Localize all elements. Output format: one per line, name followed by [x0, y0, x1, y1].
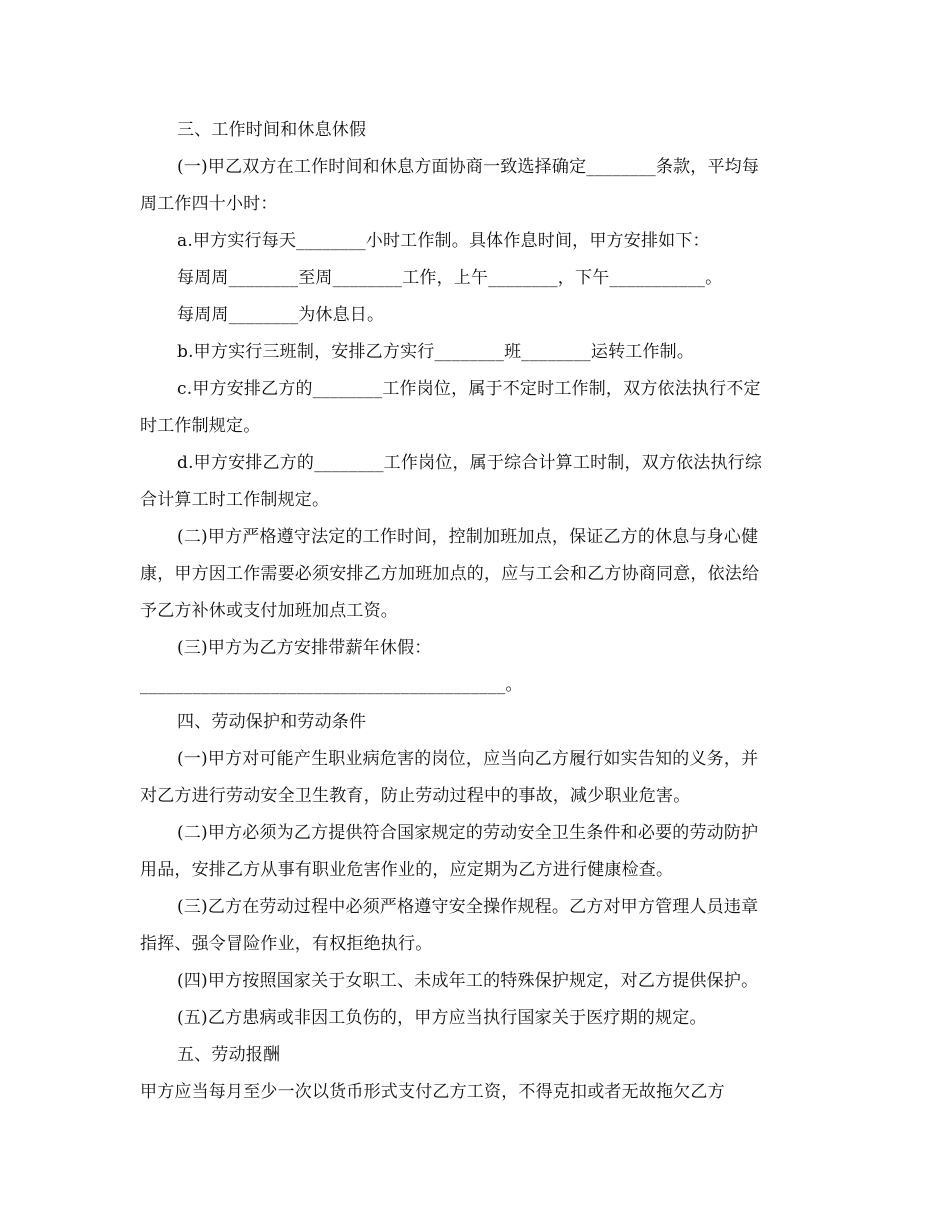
paragraph-line: 予乙方补休或支付加班加点工资。 — [140, 601, 398, 621]
paragraph-line: (五)乙方患病或非因工负伤的，甲方应当执行国家关于医疗期的规定。 — [177, 1008, 707, 1028]
paragraph-line: (三)乙方在劳动过程中必须严格遵守安全操作规程。乙方对甲方管理人员违章 — [177, 897, 759, 917]
paragraph-line: (四)甲方按照国家关于女职工、未成年工的特殊保护规定，对乙方提供保护。 — [177, 971, 759, 991]
paragraph-line: 指挥、强令冒险作业，有权拒绝执行。 — [140, 934, 433, 954]
section-heading-labor-protection: 四、劳动保护和劳动条件 — [177, 712, 367, 732]
paragraph-line: 每周周________为休息日。 — [177, 305, 385, 325]
paragraph-line: 用品，安排乙方从事有职业危害作业的，应定期为乙方进行健康检查。 — [140, 860, 674, 880]
paragraph-line: 每周周________至周________工作，上午________，下午___________。 — [177, 268, 723, 288]
paragraph-line: c.甲方安排乙方的________工作岗位，属于不定时工作制，双方依法执行不定 — [177, 379, 761, 399]
paragraph-line: 对乙方进行劳动安全卫生教育，防止劳动过程中的事故，减少职业危害。 — [140, 786, 691, 806]
paragraph-line: d.甲方安排乙方的________工作岗位，属于综合计算工时制，双方依法执行综 — [177, 453, 763, 473]
paragraph-line: 时工作制规定。 — [140, 416, 261, 436]
paragraph-line: 合计算工时工作制规定。 — [140, 490, 330, 510]
paragraph-line: (三)甲方为乙方安排带薪年休假： — [177, 638, 432, 658]
paragraph-line: 周工作四十小时： — [140, 194, 278, 214]
section-heading-remuneration: 五、劳动报酬 — [177, 1045, 281, 1065]
paragraph-line: (二)甲方必须为乙方提供符合国家规定的劳动安全卫生条件和必要的劳动防护 — [177, 823, 759, 843]
paragraph-line: (一)甲方对可能产生职业病危害的岗位，应当向乙方履行如实告知的义务，并 — [177, 749, 759, 769]
paragraph-line: b.甲方实行三班制，安排乙方实行________班________运转工作制。 — [177, 342, 695, 362]
paragraph-line: (一)甲乙双方在工作时间和休息方面协商一致选择确定________条款，平均每 — [177, 157, 760, 177]
paragraph-line: (二)甲方严格遵守法定的工作时间，控制加班加点，保证乙方的休息与身心健 — [177, 527, 759, 547]
section-heading-work-hours: 三、工作时间和休息休假 — [177, 120, 367, 140]
paragraph-line: 甲方应当每月至少一次以货币形式支付乙方工资，不得克扣或者无故拖欠乙方 — [140, 1082, 725, 1102]
paragraph-line: a.甲方实行每天________小时工作制。具体作息时间，甲方安排如下： — [177, 231, 710, 251]
paragraph-line: 康，甲方因工作需要必须安排乙方加班加点的，应与工会和乙方协商同意，依法给 — [140, 564, 760, 584]
blank-fill-line: __________________________________________。 — [140, 675, 523, 695]
